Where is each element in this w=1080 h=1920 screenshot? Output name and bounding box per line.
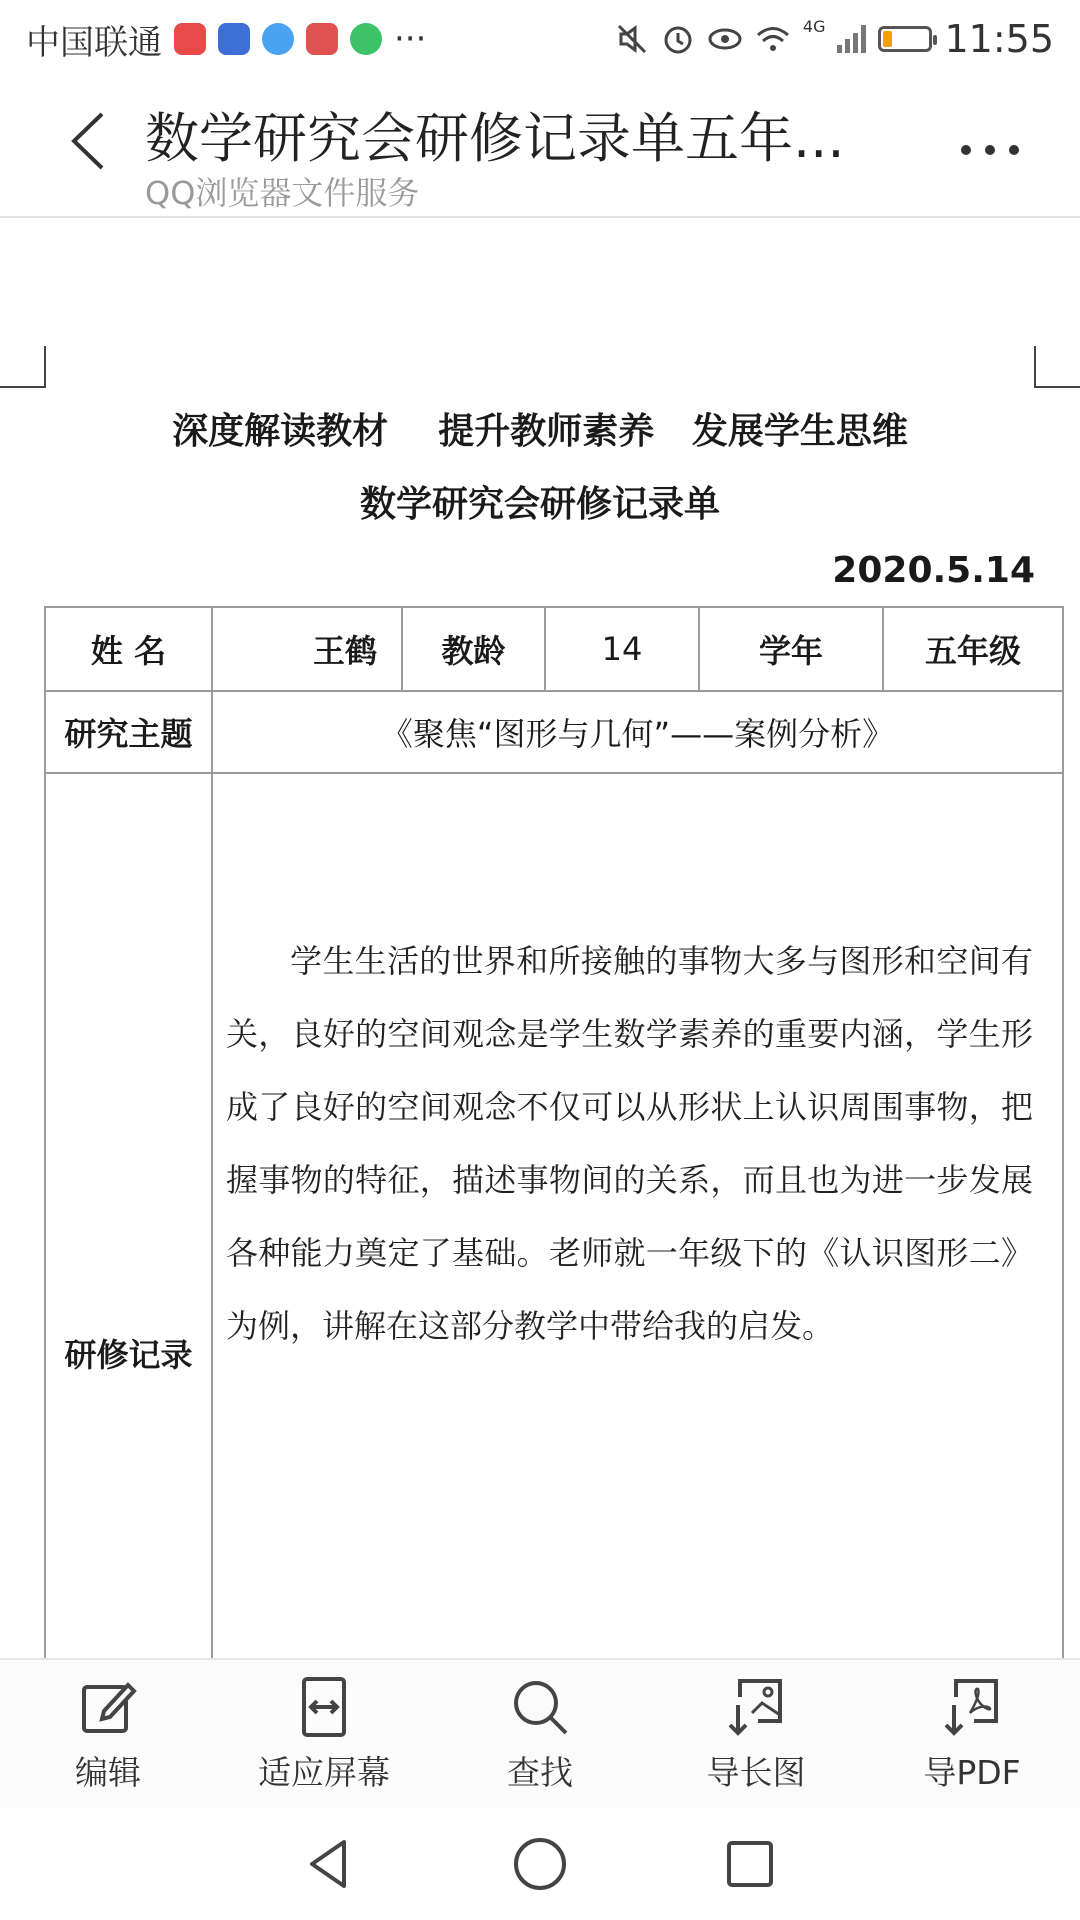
mute-icon (615, 22, 649, 56)
nav-home-button[interactable] (510, 1834, 570, 1894)
topic-value: 《聚焦“图形与几何”——案例分析》 (212, 691, 1063, 773)
document-heading-slogan: 深度解读教材 提升教师素养 发展学生思维 (172, 411, 908, 452)
edit-icon (76, 1675, 140, 1739)
export-pdf-label: 导PDF (923, 1752, 1021, 1792)
signal-icon (837, 25, 866, 53)
teaching-age-label: 教龄 (402, 607, 545, 691)
app-header (0, 78, 1080, 218)
record-cell (212, 773, 1063, 1658)
network-type: 4G (802, 17, 826, 36)
eye-comfort-icon (707, 24, 743, 54)
edit-button[interactable] (8, 1675, 208, 1794)
topic-label: 研究主题 (45, 691, 212, 773)
crop-mark-right (1034, 346, 1080, 388)
system-nav-bar (0, 1808, 1080, 1920)
crop-mark-left (0, 346, 46, 388)
search-label: 查找 (507, 1752, 573, 1792)
fit-screen-icon (292, 1675, 356, 1739)
alarm-icon (661, 22, 695, 56)
table-row (45, 607, 1063, 691)
table-row (45, 773, 1063, 1658)
app-notification-icon (218, 23, 250, 55)
battery-icon (878, 26, 932, 52)
export-image-label: 导长图 (706, 1752, 806, 1792)
page-title: 数学研究会研修记录单五年... (145, 107, 845, 170)
status-right (615, 17, 1054, 61)
more-notifications-icon: ··· (394, 19, 427, 59)
wifi-icon (755, 24, 791, 54)
document-date: 2020.5.14 (832, 550, 1035, 591)
fit-screen-button[interactable] (224, 1675, 424, 1794)
square-recents-icon (720, 1834, 780, 1894)
name-value: 王鹤 (212, 607, 402, 691)
nav-recents-button[interactable] (720, 1834, 780, 1894)
export-pdf-icon (940, 1675, 1004, 1739)
back-button[interactable] (58, 106, 128, 176)
more-dot-icon (985, 145, 995, 155)
fit-screen-label: 适应屏幕 (258, 1752, 390, 1792)
document-heading-title: 数学研究会研修记录单 (359, 484, 720, 525)
edit-label: 编辑 (75, 1752, 141, 1792)
nav-back-button[interactable] (300, 1834, 360, 1894)
more-dot-icon (1009, 145, 1019, 155)
search-icon (508, 1675, 572, 1739)
browser-notification-icon (262, 23, 294, 55)
app-notification-icon (174, 23, 206, 55)
triangle-back-icon (300, 1834, 360, 1894)
video-notification-icon (350, 23, 382, 55)
record-form-table (44, 606, 1064, 1658)
app-notification-icon (306, 23, 338, 55)
carrier-name: 中国联通 (26, 22, 162, 63)
export-pdf-button[interactable] (872, 1675, 1072, 1794)
name-label: 姓 名 (45, 607, 212, 691)
record-text: 学生生活的世界和所接触的事物大多与图形和空间有关，良好的空间观念是学生数学素养的重要内涵，学生形成了良好的空间观念不仅可以从形状上认识周围事物，把握事物的特征，描述事物间的关系，而且也为进一步发展各种能力奠定了基础。老师就一年级下的《认识图形二》为例，讲解在这部分教学中带给我的启发。 (226, 942, 1033, 1345)
document-viewer[interactable] (0, 218, 1080, 1658)
more-dot-icon (961, 145, 971, 155)
more-options-button[interactable] (950, 130, 1030, 170)
grade-value: 五年级 (883, 607, 1063, 691)
battery-level (883, 31, 892, 47)
status-left (26, 15, 426, 64)
search-button[interactable] (440, 1675, 640, 1794)
status-bar (0, 0, 1080, 78)
teaching-age-value: 14 (545, 607, 699, 691)
page-subtitle: QQ浏览器文件服务 (145, 174, 420, 212)
grade-label: 学年 (699, 607, 883, 691)
bottom-toolbar (0, 1658, 1080, 1808)
record-label: 研修记录 (45, 773, 212, 1658)
table-row (45, 691, 1063, 773)
export-image-button[interactable] (656, 1675, 856, 1794)
circle-home-icon (510, 1834, 570, 1894)
export-image-icon (724, 1675, 788, 1739)
chevron-left-icon (58, 106, 128, 176)
clock: 11:55 (944, 17, 1054, 61)
